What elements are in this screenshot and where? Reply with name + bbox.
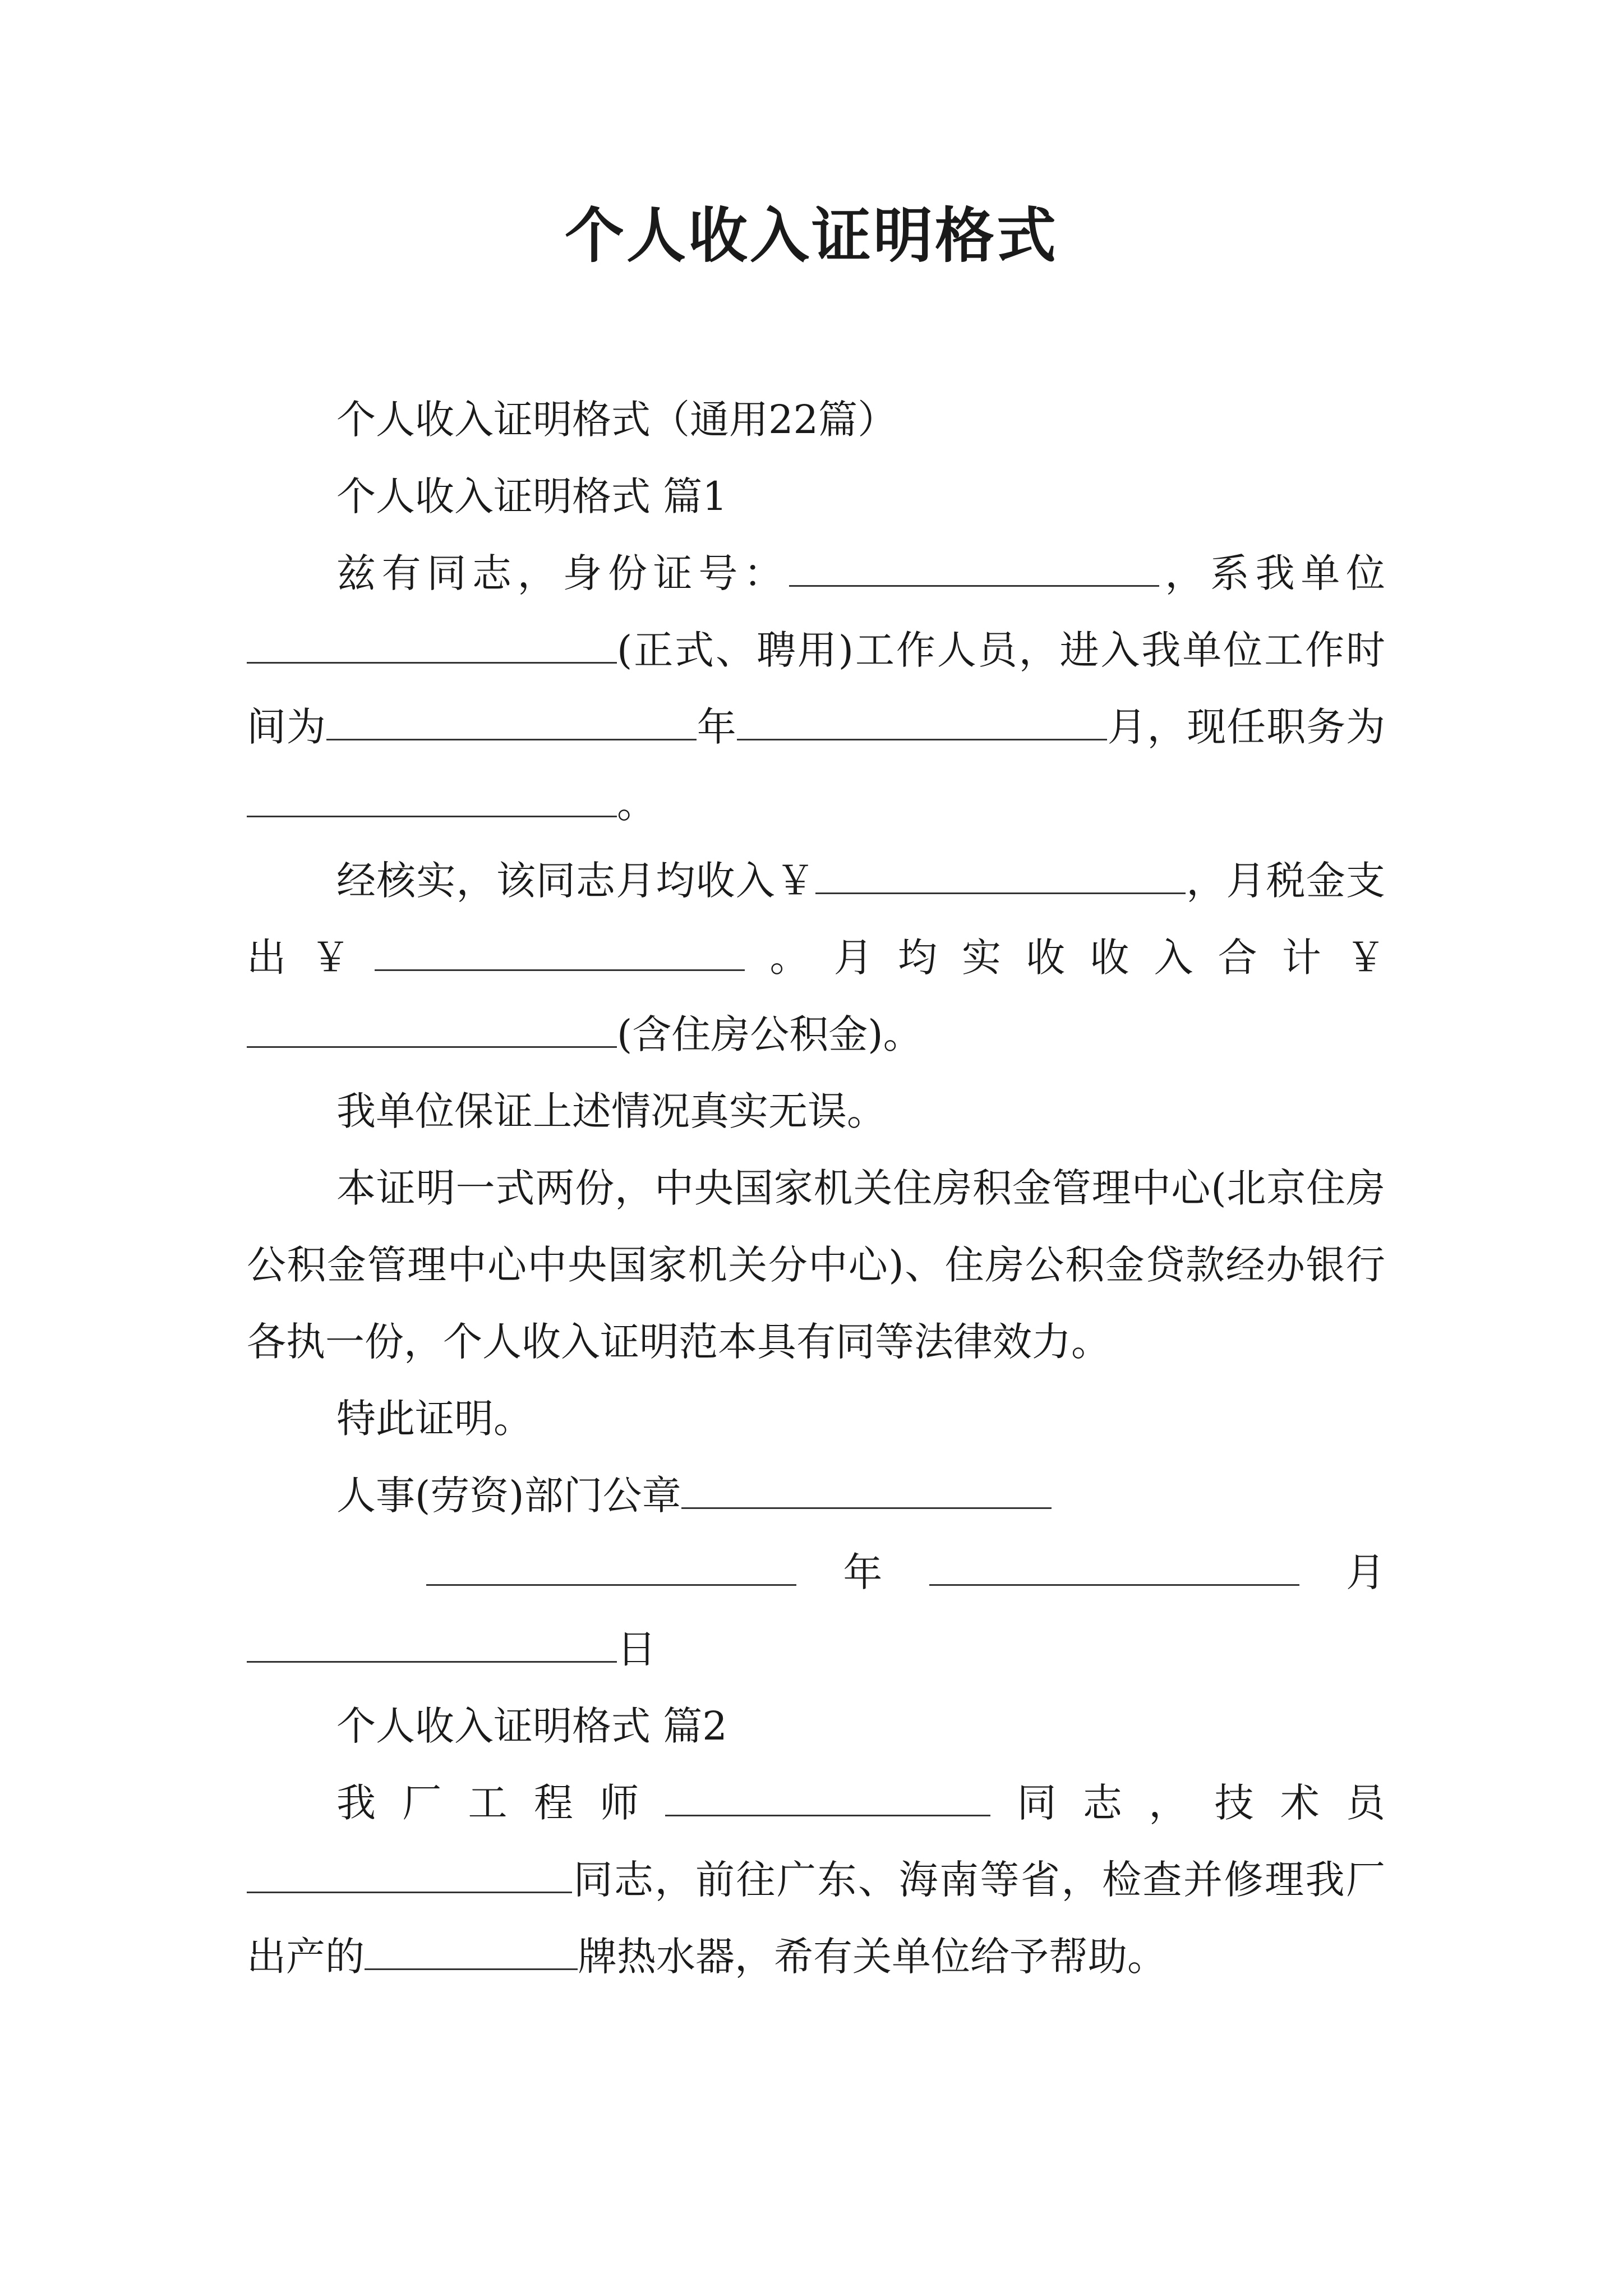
- technician-name-blank: [247, 1857, 572, 1893]
- article-1-paragraph-2: [247, 843, 1385, 1073]
- article-2-heading: 个人收入证明格式 篇2: [336, 1703, 727, 1749]
- article-2-paragraph-1: [247, 1765, 1385, 1995]
- date-day-label: 日: [617, 1626, 656, 1672]
- engineer-name-blank: [665, 1780, 990, 1816]
- date-year-label: 年: [843, 1549, 883, 1595]
- article-1-paragraph-1: [247, 535, 1385, 843]
- id-number-blank: [789, 550, 1159, 587]
- monthly-income-blank: [815, 858, 1186, 894]
- text-segment: (含住房公积金)。: [617, 1011, 923, 1057]
- text-segment: 牌热水器，希有关单位给予帮助。: [578, 1934, 1166, 1980]
- text-segment: 同志，前往广东、海南等省，检查并修理我厂出产的: [247, 1857, 1385, 1980]
- article-1-paragraph-4: 本证明一式两份，中央国家机关住房积金管理中心(北京住房公积金管理中心中央国家机关分中心)、住房公积金贷款经办银行各执一份，个人收入证明范本具有同等法律效力。: [247, 1165, 1385, 1365]
- text-segment: 。: [617, 781, 656, 827]
- text-segment: 经核实，该同志月均收入￥: [336, 858, 816, 904]
- date-month-label: 月: [1345, 1549, 1385, 1595]
- start-month-blank: [737, 704, 1107, 740]
- article-1-paragraph-5: 特此证明。: [336, 1396, 533, 1442]
- article-1-paragraph-3: 我单位保证上述情况真实无误。: [336, 1088, 886, 1134]
- employment-type-blank: [247, 627, 617, 664]
- date-month-blank: [929, 1549, 1299, 1586]
- text-segment: 兹有同志，身份证号：: [336, 550, 789, 596]
- text-segment: ，系我单位: [1159, 550, 1386, 596]
- text-segment: 年: [696, 704, 737, 750]
- text-segment: 我厂工程师: [336, 1780, 666, 1826]
- text-segment: ，月税金支出￥: [247, 858, 1386, 981]
- net-income-blank: [247, 1011, 617, 1048]
- article-1-date-day-line: [247, 1611, 1385, 1688]
- article-1-seal-line: [247, 1457, 1385, 1534]
- position-blank: [247, 781, 617, 817]
- document-subtitle: 个人收入证明格式（通用22篇）: [336, 397, 897, 443]
- document-body: [247, 381, 1385, 1995]
- brand-blank: [365, 1934, 578, 1970]
- text-segment: 月，现任职务为: [1106, 704, 1386, 750]
- text-segment: 。月均实收收入合计￥: [745, 935, 1386, 981]
- monthly-tax-blank: [375, 935, 745, 971]
- text-segment: (正式、聘用)工作人员，进入我单位工作时间为: [247, 627, 1385, 750]
- date-year-blank: [426, 1549, 796, 1586]
- start-year-blank: [326, 704, 697, 740]
- date-day-blank: [247, 1626, 617, 1663]
- text-segment: 同志，技术员: [990, 1780, 1386, 1826]
- article-1-heading: 个人收入证明格式 篇1: [336, 473, 727, 519]
- text-segment: 人事(劳资)部门公章: [336, 1473, 681, 1519]
- document-title: 个人收入证明格式: [565, 200, 1058, 270]
- seal-blank: [681, 1473, 1052, 1509]
- article-1-date-line: [247, 1534, 1385, 1611]
